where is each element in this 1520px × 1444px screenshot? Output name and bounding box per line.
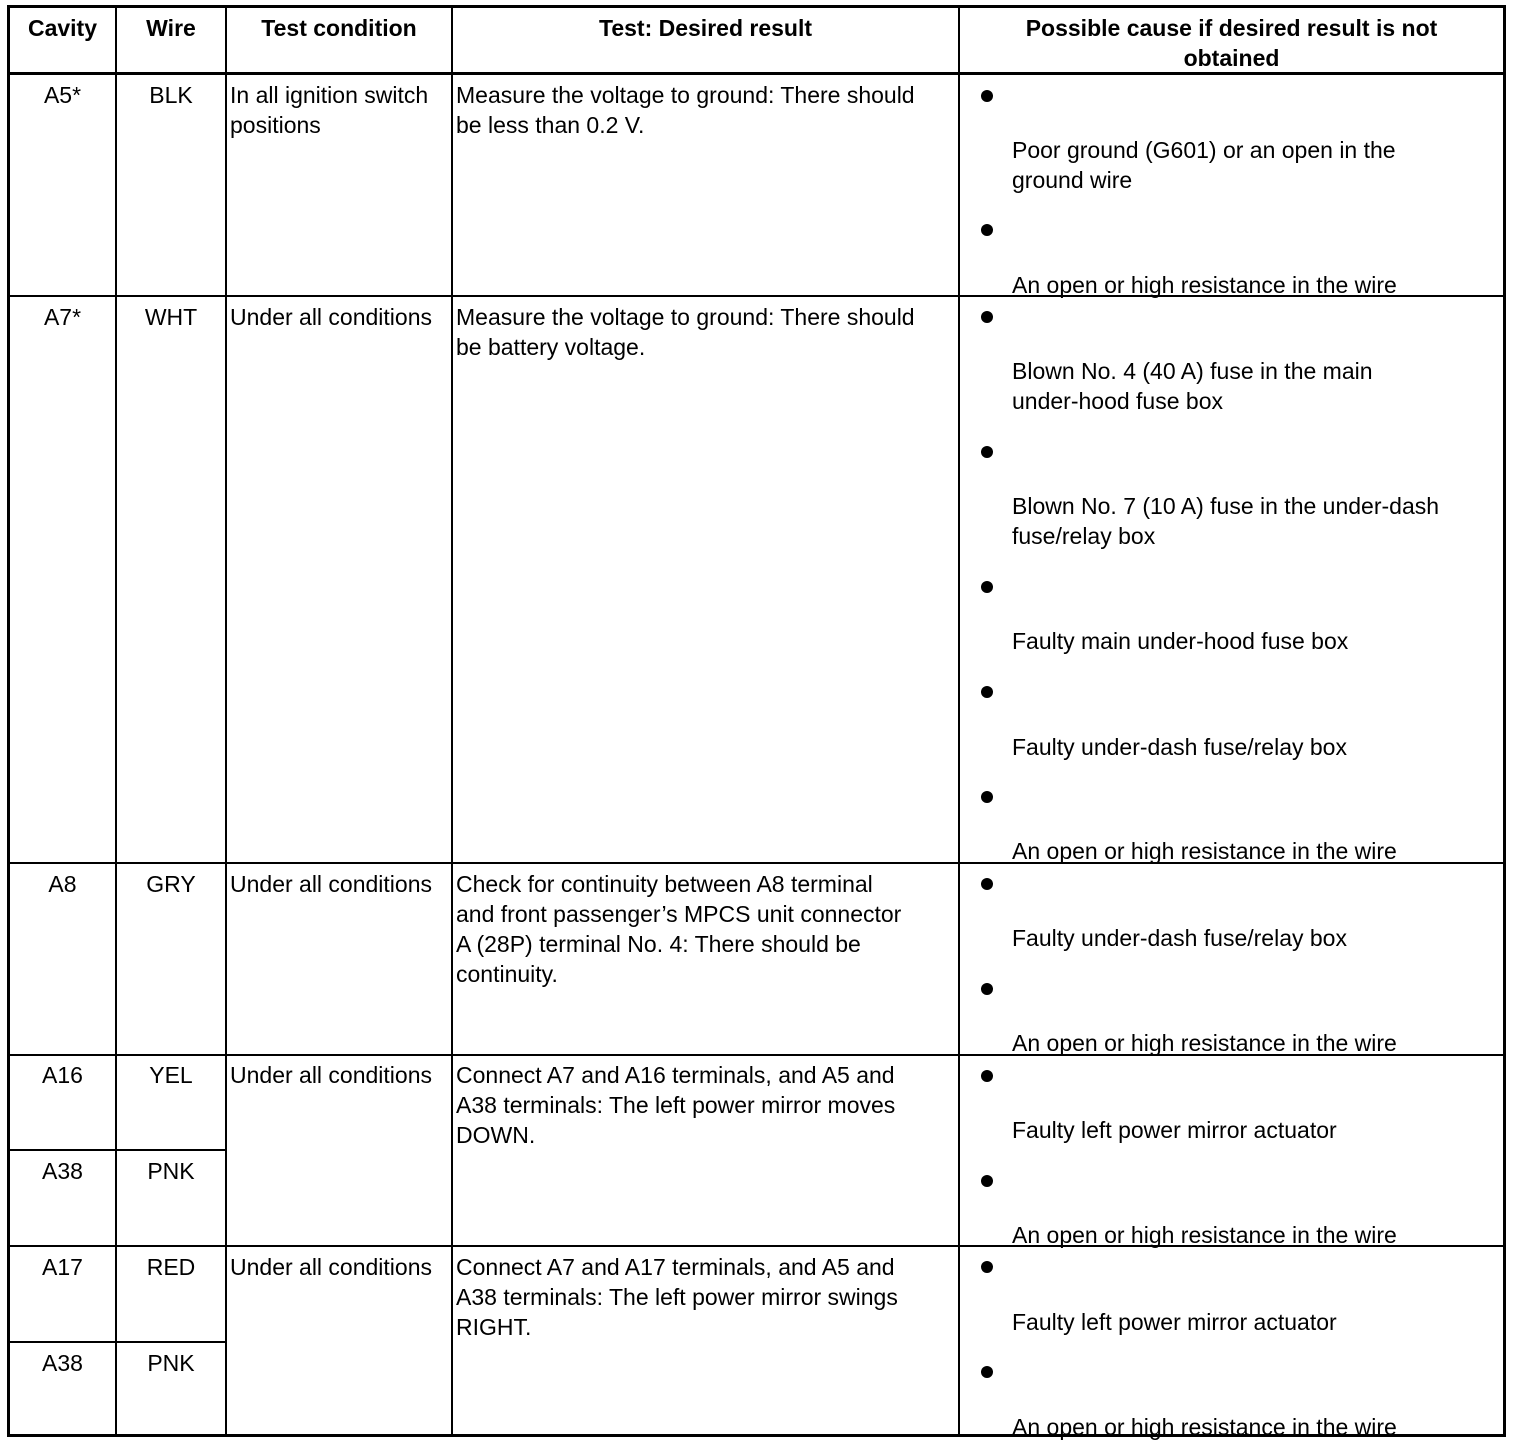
cause-item bbox=[1012, 356, 1373, 416]
cause-item bbox=[1012, 1028, 1397, 1058]
bullet-icon bbox=[981, 224, 993, 236]
bullet-icon bbox=[981, 1261, 993, 1273]
text-line: Blown No. 4 (40 A) fuse in the main bbox=[1012, 358, 1373, 384]
bullet-icon bbox=[981, 686, 993, 698]
text-line: continuity. bbox=[456, 961, 558, 987]
text-line: Faulty left power mirror actuator bbox=[1012, 1117, 1337, 1143]
cause-item bbox=[1012, 1220, 1397, 1250]
cell-cavity: A38 bbox=[42, 1158, 83, 1184]
cell-wire: RED bbox=[146, 1254, 196, 1280]
text-line: An open or high resistance in the wire bbox=[1012, 1030, 1397, 1056]
bullet-icon bbox=[981, 983, 993, 995]
col-divider bbox=[958, 8, 960, 1434]
cause-item bbox=[1012, 1412, 1397, 1442]
cause-item bbox=[1012, 1307, 1337, 1337]
cell-desired-result bbox=[456, 869, 901, 989]
text-line: Measure the voltage to ground: There should bbox=[456, 82, 915, 108]
cause-item bbox=[1012, 135, 1396, 195]
bullet-icon bbox=[981, 1175, 993, 1187]
header-wire: Wire bbox=[146, 15, 196, 41]
col-divider bbox=[451, 8, 453, 1434]
cell-cavity: A5* bbox=[43, 82, 82, 108]
col-divider bbox=[115, 8, 117, 1434]
text-line: and front passenger’s MPCS unit connector bbox=[456, 901, 902, 927]
text-line: Connect A7 and A17 terminals, and A5 and bbox=[456, 1254, 895, 1280]
cell-desired-result bbox=[456, 80, 915, 140]
text-line: under-hood fuse box bbox=[1012, 388, 1223, 414]
cell-desired-result bbox=[456, 302, 915, 362]
text-line: fuse/relay box bbox=[1012, 523, 1156, 549]
text-line: Check for continuity between A8 terminal bbox=[456, 871, 873, 897]
header-possible-cause-line: Possible cause if desired result is not bbox=[1025, 15, 1438, 41]
text-line: Poor ground (G601) or an open in the bbox=[1012, 137, 1396, 163]
text-line: In all ignition switch bbox=[230, 82, 429, 108]
cause-item bbox=[1012, 732, 1347, 762]
text-line: An open or high resistance in the wire bbox=[1012, 1414, 1397, 1440]
cell-test-condition bbox=[230, 869, 432, 899]
text-line: Faulty left power mirror actuator bbox=[1012, 1309, 1337, 1335]
text-line: Faulty under-dash fuse/relay box bbox=[1012, 734, 1347, 760]
subrow-divider bbox=[10, 1341, 225, 1343]
text-line: A (28P) terminal No. 4: There should be bbox=[456, 931, 861, 957]
bullet-icon bbox=[981, 791, 993, 803]
header-cavity: Cavity bbox=[27, 15, 98, 41]
cell-wire: WHT bbox=[144, 304, 198, 330]
cell-wire: YEL bbox=[149, 1062, 193, 1088]
cell-cavity: A7* bbox=[43, 304, 82, 330]
cell-cavity: A8 bbox=[48, 871, 77, 897]
cell-test-condition bbox=[230, 302, 432, 332]
cause-item bbox=[1012, 491, 1439, 551]
text-line: DOWN. bbox=[456, 1122, 536, 1148]
text-line: An open or high resistance in the wire bbox=[1012, 272, 1397, 298]
text-line: positions bbox=[230, 112, 321, 138]
cell-wire: PNK bbox=[147, 1158, 195, 1184]
text-line: A38 terminals: The left power mirror swings bbox=[456, 1284, 898, 1310]
cell-cavity: A16 bbox=[42, 1062, 83, 1088]
bullet-icon bbox=[981, 90, 993, 102]
text-line: Faulty under-dash fuse/relay box bbox=[1012, 925, 1347, 951]
col-divider bbox=[225, 8, 227, 1434]
text-line: Faulty main under-hood fuse box bbox=[1012, 628, 1349, 654]
cell-test-condition bbox=[230, 80, 428, 140]
cell-test-condition bbox=[230, 1060, 432, 1090]
header-desired-result: Test: Desired result bbox=[598, 15, 813, 41]
header-test-condition: Test condition bbox=[261, 15, 417, 41]
cell-wire: BLK bbox=[149, 82, 193, 108]
text-line: A38 terminals: The left power mirror moves bbox=[456, 1092, 896, 1118]
bullet-icon bbox=[981, 1070, 993, 1082]
cell-cavity: A17 bbox=[42, 1254, 83, 1280]
text-line: Connect A7 and A16 terminals, and A5 and bbox=[456, 1062, 895, 1088]
bullet-icon bbox=[981, 1366, 993, 1378]
cell-wire: PNK bbox=[147, 1350, 195, 1376]
wiring-test-table bbox=[7, 5, 1506, 1440]
text-line: ground wire bbox=[1012, 167, 1133, 193]
cell-desired-result bbox=[456, 1252, 898, 1342]
text-line: Under all conditions bbox=[230, 1254, 433, 1280]
cell-desired-result bbox=[456, 1060, 895, 1150]
text-line: be less than 0.2 V. bbox=[456, 112, 645, 138]
cell-wire: GRY bbox=[146, 871, 196, 897]
text-line: Blown No. 7 (10 A) fuse in the under-dash bbox=[1012, 493, 1440, 519]
text-line: be battery voltage. bbox=[456, 334, 646, 360]
subrow-divider bbox=[10, 1149, 225, 1151]
bullet-icon bbox=[981, 446, 993, 458]
text-line: An open or high resistance in the wire bbox=[1012, 838, 1397, 864]
text-line: Under all conditions bbox=[230, 871, 433, 897]
bullet-icon bbox=[981, 878, 993, 890]
text-line: An open or high resistance in the wire bbox=[1012, 1222, 1397, 1248]
header-possible-cause-line: obtained bbox=[1183, 45, 1280, 71]
bullet-icon bbox=[981, 311, 993, 323]
cause-item bbox=[1012, 836, 1397, 866]
cause-item bbox=[1012, 270, 1397, 300]
cell-test-condition bbox=[230, 1252, 432, 1282]
text-line: Under all conditions bbox=[230, 304, 433, 330]
text-line: Measure the voltage to ground: There should bbox=[456, 304, 915, 330]
bullet-icon bbox=[981, 581, 993, 593]
cell-cavity: A38 bbox=[42, 1350, 83, 1376]
cause-item bbox=[1012, 626, 1348, 656]
header-possible-cause bbox=[960, 13, 1503, 73]
cause-item bbox=[1012, 923, 1347, 953]
text-line: Under all conditions bbox=[230, 1062, 433, 1088]
text-line: RIGHT. bbox=[456, 1314, 532, 1340]
cause-item bbox=[1012, 1115, 1337, 1145]
